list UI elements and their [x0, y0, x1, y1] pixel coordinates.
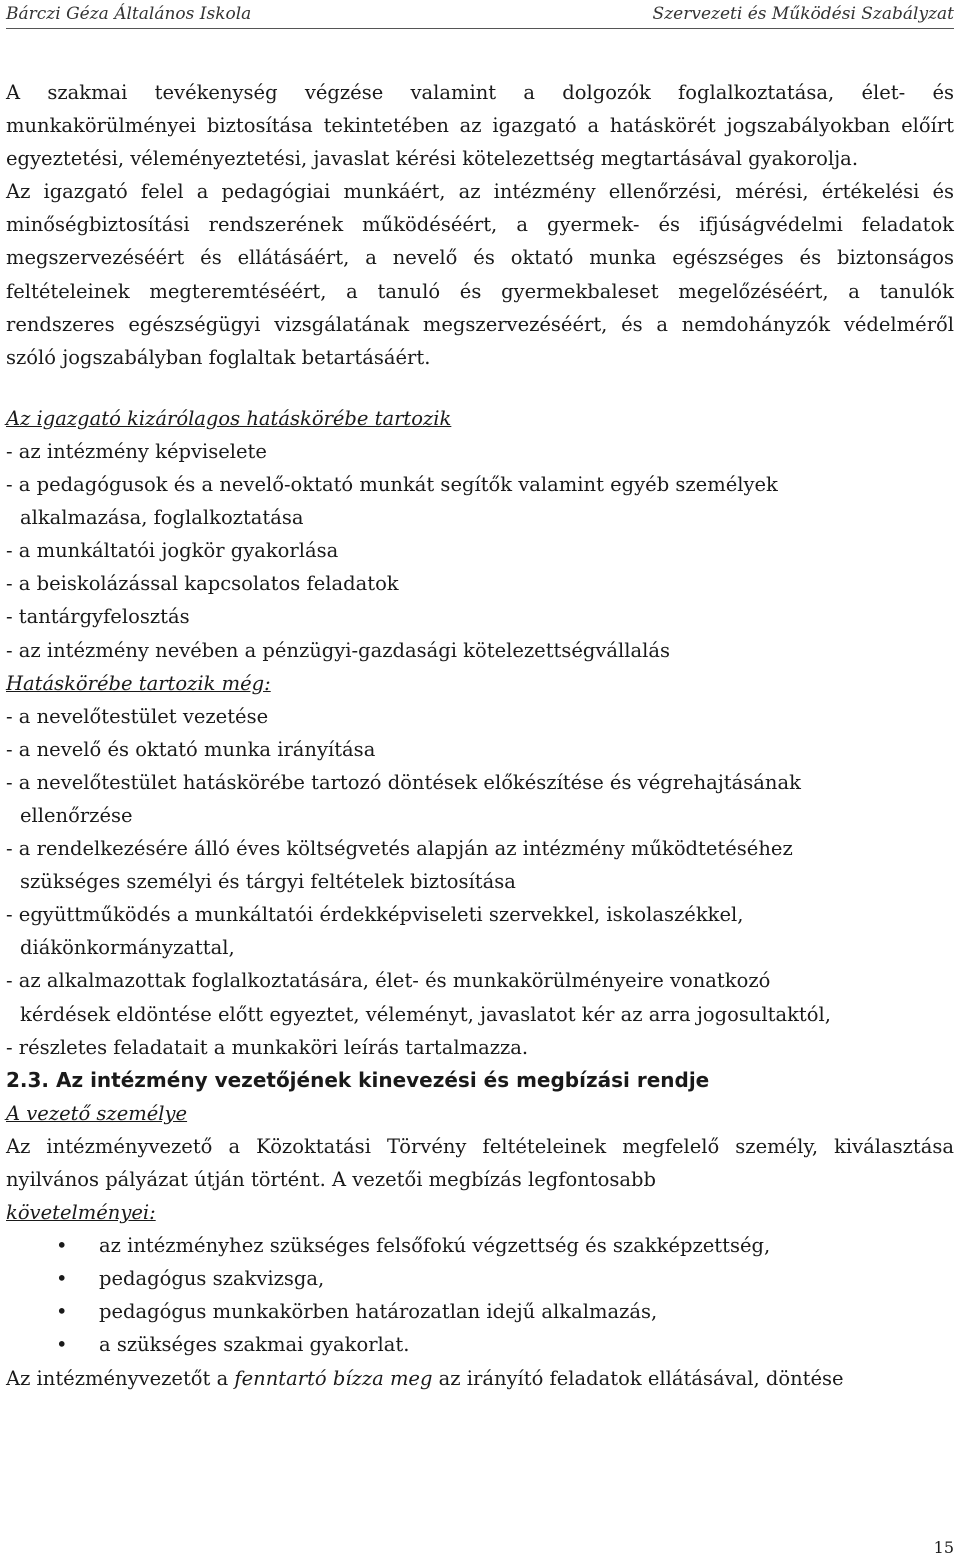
list-item: - tantárgyfelosztás [6, 605, 190, 629]
list-item: - az alkalmazottak foglalkoztatására, élet- és munkakörülményeire vonatkozó [6, 969, 771, 993]
last-paragraph-start: Az intézményvezetőt a [6, 1366, 235, 1390]
list-item: - a nevelőtestület vezetése [6, 704, 269, 728]
paragraph-2: Az igazgató felel a pedagógiai munkáért, az intézmény ellenőrzési, mérési, értékelési és minőségbiztosítási rendszerének működéséért, a gyermek- és ifjúságvédelmi feladatok megszervezéséért és ellátásáért, a nevelő és oktató munka egészséges és biztonságos feltételeinek megteremtéséért, a tanuló és gyermekbaleset megelőzéséért, a tanulók rendszeres egészségügyi vizsgálatának megszervezéséért, és a nemdohányzók védelméről szóló jogszabályban foglaltak betartásáért. [6, 180, 954, 369]
document-body [6, 76, 954, 1395]
leader-heading: A vezető személye [6, 1101, 188, 1125]
list-item: ellenőrzése [20, 803, 133, 827]
header-school-name: Bárczi Géza Általános Iskola [6, 4, 252, 24]
leader-paragraph: Az intézményvezető a Közoktatási Törvény feltételeinek megfelelő személy, kiválasztása nyilvános pályázat útján történt. A vezetői megbízás legfontosabb [6, 1134, 954, 1191]
page-header [6, 4, 954, 29]
list-item: kérdések eldöntése előtt egyeztet, véleményt, javaslatot kér az arra jogosultaktól, [20, 1002, 831, 1026]
list-item: alkalmazása, foglalkoztatása [20, 506, 304, 530]
list-item: - a nevelő és oktató munka irányítása [6, 737, 376, 761]
list-item: - a beiskolázással kapcsolatos feladatok [6, 572, 399, 596]
requirements-label: követelményei: [6, 1201, 156, 1225]
last-paragraph-end: az irányító feladatok ellátásával, döntése [432, 1366, 844, 1390]
list-item: - a pedagógusok és a nevelő-oktató munkát segítők valamint egyéb személyek [6, 473, 778, 497]
exclusive-powers-heading: Az igazgató kizárólagos hatáskörébe tartozik [6, 406, 452, 430]
bullet-item: • a szükséges szakmai gyakorlat. [6, 1328, 954, 1361]
header-document-title: Szervezeti és Működési Szabályzat [652, 4, 954, 24]
page-number: 15 [933, 1538, 954, 1557]
bullet-item: • az intézményhez szükséges felsőfokú végzettség és szakképzettség, [6, 1229, 954, 1262]
list-item: szükséges személyi és tárgyi feltételek biztosítása [20, 870, 516, 894]
list-item: - a rendelkezésére álló éves költségvetés alapján az intézmény működtetéséhez [6, 837, 793, 861]
bullet-item: • pedagógus szakvizsga, [6, 1262, 954, 1295]
last-paragraph-emphasis: fenntartó bízza meg [234, 1366, 433, 1390]
list-item: - részletes feladatait a munkaköri leírás tartalmazza. [6, 1035, 529, 1059]
list-item: - az intézmény nevében a pénzügyi-gazdasági kötelezettségvállalás [6, 638, 671, 662]
bullet-item: • pedagógus munkakörben határozatlan idejű alkalmazás, [6, 1295, 954, 1328]
list-item: - a nevelőtestület hatáskörébe tartozó döntések előkészítése és végrehajtásának [6, 770, 801, 794]
list-item: diákönkormányzattal, [20, 936, 235, 960]
list-item: - a munkáltatói jogkör gyakorlása [6, 539, 339, 563]
requirements-list [6, 1229, 954, 1361]
list-item: - az intézmény képviselete [6, 439, 267, 463]
paragraph-1: A szakmai tevékenység végzése valamint a dolgozók foglalkoztatása, élet- és munkakörülményei biztosítása tekintetében az igazgató a hatáskörét jogszabályokban előírt egyeztetési, véleményeztetési, javaslat kérési kötelezettség megtartásával gyakorolja. [6, 81, 954, 171]
section-title: 2.3. Az intézmény vezetőjének kinevezési és megbízási rendje [6, 1067, 710, 1092]
additional-powers-heading: Hatáskörébe tartozik még: [6, 671, 271, 695]
list-item: - együttműködés a munkáltatói érdekképviseleti szervekkel, iskolaszékkel, [6, 903, 744, 927]
last-paragraph [6, 1362, 954, 1395]
